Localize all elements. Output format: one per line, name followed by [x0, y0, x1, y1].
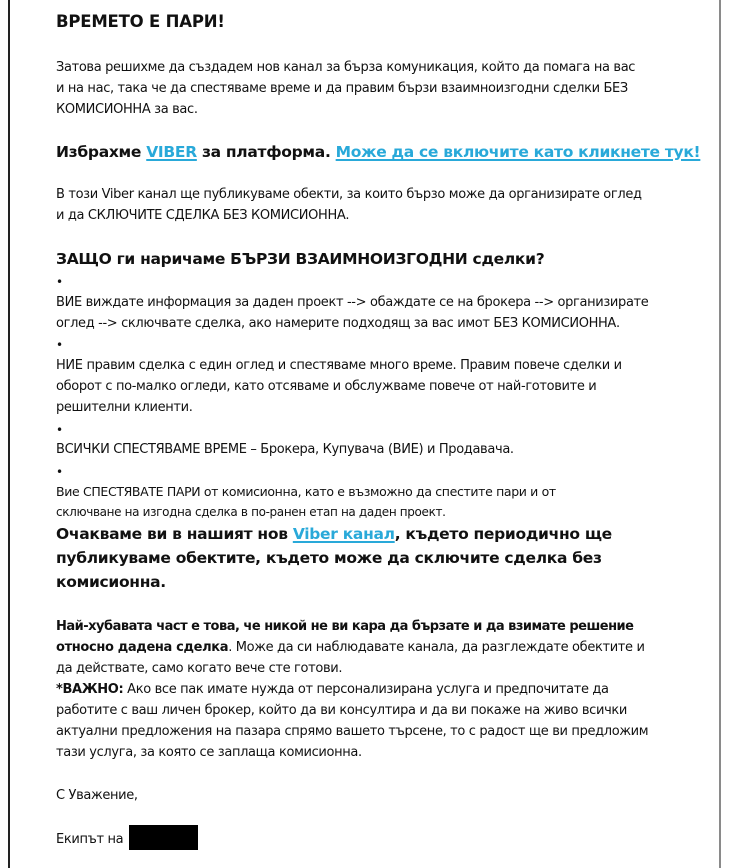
best-part-rest: . Може да си наблюдавате канала, да разглеждате обектите и	[228, 640, 645, 655]
join-channel-link[interactable]: Може да се включите като кликнете тук!	[335, 143, 701, 161]
closing-signature	[56, 827, 198, 852]
important-line-1	[56, 679, 609, 700]
why-item-1-line-1: ВИЕ виждате информация за даден проект --> обаждате се на брокера --> организирате	[56, 295, 649, 310]
viber-link[interactable]: VIBER	[146, 143, 197, 161]
invite-line-1	[56, 522, 612, 546]
important-line-4: тази услуга, за която се заплаща комисионна.	[56, 745, 362, 760]
best-part-line-2	[56, 637, 645, 658]
intro-line-1: Затова решихме да създадем нов канал за бърза комуникация, който да помага на вас	[56, 60, 636, 75]
important-line-2: работите с ваш личен брокер, който да ви консултира и да ви покаже на живо всички	[56, 703, 627, 718]
invite-prefix: Очакваме ви в нашият нов	[56, 525, 293, 543]
platform-line	[56, 143, 700, 161]
invite-line-2: публикуваме обектите, където може да сключите сделка без	[56, 549, 602, 567]
why-item-1-line-2: оглед --> сключвате сделка, ако намерите подходящ за вас имот БЕЗ КОМИСИОННА.	[56, 316, 620, 331]
page-title: ВРЕМЕТО Е ПАРИ!	[56, 12, 225, 31]
why-heading: ЗАЩО ги наричаме БЪРЗИ ВЗАИМНОИЗГОДНИ сделки?	[56, 250, 545, 268]
channel-info-line-1: В този Viber канал ще публикуваме обекти, за които бързо може да организирате оглед	[56, 187, 642, 202]
why-item-2-line-2: оборот с по-малко огледи, като отсяваме и обслужваме повече от най-готовите и	[56, 379, 597, 394]
best-part-line-1: Най-хубавата част е това, че никой не ви кара да бързате и да взимате решение	[56, 619, 634, 634]
why-item-4-line-2: сключване на изгодна сделка в по-ранен етап на даден проект.	[56, 505, 446, 519]
bullet-icon: •	[56, 423, 64, 437]
best-part-bold: относно дадена сделка	[56, 640, 229, 655]
bullet-icon: •	[56, 338, 64, 352]
important-line-3: актуални предложения на пазара спрямо вашето търсене, то с радост ще ви предложим	[56, 724, 649, 739]
why-item-2-line-3: решителни клиенти.	[56, 400, 193, 415]
best-part-line-3: да действате, само когато вече сте готови.	[56, 661, 343, 676]
why-item-4-line-1: Вие СПЕСТЯВАТЕ ПАРИ от комисионна, като е възможно да спестите пари и от	[56, 484, 556, 499]
why-item-2-line-1: НИЕ правим сделка с един оглед и спестяваме много време. Правим повече сделки и	[56, 358, 622, 373]
important-label: *ВАЖНО:	[56, 682, 124, 697]
redacted-company-name	[129, 825, 198, 850]
intro-line-2: и на нас, така че да спестяваме време и да правим бързи взаимноизгодни сделки БЕЗ	[56, 81, 628, 96]
why-item-3-line-1: ВСИЧКИ СПЕСТЯВАМЕ ВРЕМЕ – Брокера, Купувача (ВИЕ) и Продавача.	[56, 442, 514, 457]
invite-line-3: комисионна.	[56, 573, 166, 591]
viber-channel-link[interactable]: Viber канал	[292, 525, 395, 543]
intro-line-3: КОМИСИОННА за вас.	[56, 102, 198, 117]
closing-regards: С Уважение,	[56, 788, 138, 803]
platform-middle: за платформа.	[196, 143, 336, 161]
bullet-icon: •	[56, 275, 64, 289]
important-text: Ако все пак имате нужда от персонализирана услуга и предпочитате да	[123, 682, 609, 697]
invite-suffix: , където периодично ще	[394, 525, 612, 543]
channel-info-line-2: и да СКЛЮЧИТЕ СДЕЛКА БЕЗ КОМИСИОННА.	[56, 208, 350, 223]
team-prefix: Екипът на	[56, 832, 128, 847]
bullet-icon: •	[56, 465, 64, 479]
platform-prefix: Избрахме	[56, 143, 147, 161]
